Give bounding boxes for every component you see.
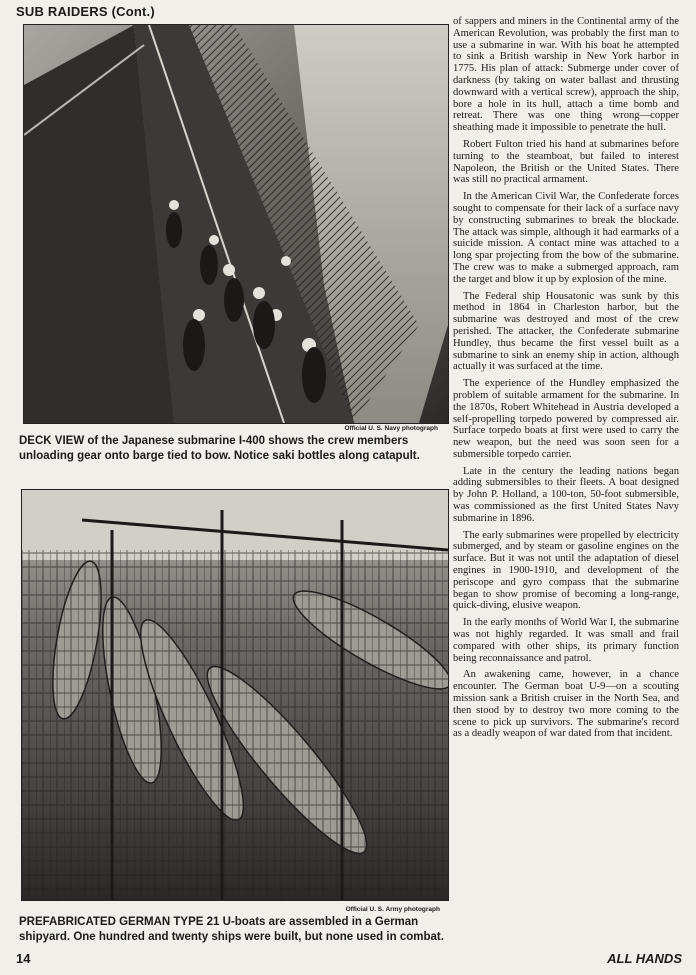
photo-submarine-deck	[23, 24, 449, 424]
article-paragraph: The early submarines were propelled by electricity submerged, and by steam or gasoline engines on the surface. But it was not until the adaptation of diesel engines in 1900-1910, and development of the periscope and gyro compass that the submarine began to show promise of becoming a long-range, quick-diving, elusive weapon.	[453, 529, 679, 612]
article-paragraph: Late in the century the leading nations began adding submersibles to their fleets. A boat designed by John P. Holland, a 100-ton, 50-foot submersible, was commissioned as the first United States Navy submarine in 1896.	[453, 465, 679, 524]
caption-type-21	[19, 915, 447, 945]
article-paragraph: An awakening came, however, in a chance encounter. The German boat U-9—on a scouting mission sank a British cruiser in the North Sea, and then stood by to destroy two more coming to the scene to pick up survivors. The submarine's record as a deadly weapon of war dated from that incident.	[453, 669, 679, 740]
article-column	[453, 16, 679, 951]
article-paragraph: In the American Civil War, the Confederate forces sought to compensate for their lack of a surface navy by constructing submarines to break the blockade. The attack was simple, although it had earmarks of a suicide mission. A contact mine was attached to a long spar projecting from the bow of the submarine. The crew was to make a submerged approach, ram the target and blow it up by explosion of the mine.	[453, 191, 679, 285]
caption-body: of the Japanese submarine I-400 shows the crew members unloading gear onto barge tied to bow. Notice saki bottles along catapult.	[19, 435, 420, 462]
page-number: 14	[16, 951, 31, 966]
article-paragraph: Robert Fulton tried his hand at submarines before turning to the steamboat, but failed to interest Napoleon, the British or the United States. There was still no practical armament.	[453, 138, 679, 186]
deck-photo-illustration	[24, 25, 448, 423]
article-paragraph: The Federal ship Housatonic was sunk by this method in 1864 in Charleston harbor, but the submarine was destroyed and most of the crew perished. The attacker, the Confederate submarine Hundley, thus became the first vessel built as a submarine to sink an enemy ship in action, although actually it was surfaced at the time.	[453, 290, 679, 373]
shipyard-photo-illustration	[22, 490, 448, 900]
article-paragraph: In the early months of World War I, the submarine was not highly regarded. It was small and frail compared with other ships, its primary function being reconnaissance and patrol.	[453, 617, 679, 664]
magazine-name: ALL HANDS	[607, 951, 682, 966]
caption-deck-view	[19, 434, 447, 464]
caption-lead: PREFABRICATED GERMAN TYPE 21	[19, 916, 220, 928]
photo-credit-army: Official U. S. Army photograph	[345, 906, 440, 913]
article-paragraph: of sappers and miners in the Continental army of the American Revolution, was probably the first man to use a submarine in war. With his boat he attempted to sink a British warship in New York harbor in 1775. His plan of attack: Submerge under cover of darkness (by taking on water ballast and thrusting downward with a vertical screw), approach the ship, bore a hole in its hull, attach a time bomb and retreat. There was one thing wrong—copper sheathing made it impossible to penetrate the hull.	[453, 16, 679, 134]
photo-uboat-shipyard	[21, 489, 449, 901]
caption-body: U-boats are assembled in a German shipyard. One hundred and twenty ships were built, but none used in combat.	[19, 916, 444, 943]
caption-lead: DECK VIEW	[19, 435, 85, 447]
photo-credit-navy: Official U. S. Navy photograph	[344, 425, 438, 432]
article-paragraph: The experience of the Hundley emphasized the problem of suitable armament for the submarine. In the 1870s, Robert Whitehead in Austria developed a self-propelling torpedo powered by compressed air. Surface torpedo boats at first were used to carry the new weapon, but the need was soon seen for a submersible torpedo carrier.	[453, 378, 679, 460]
running-head: SUB RAIDERS (Cont.)	[16, 4, 155, 19]
